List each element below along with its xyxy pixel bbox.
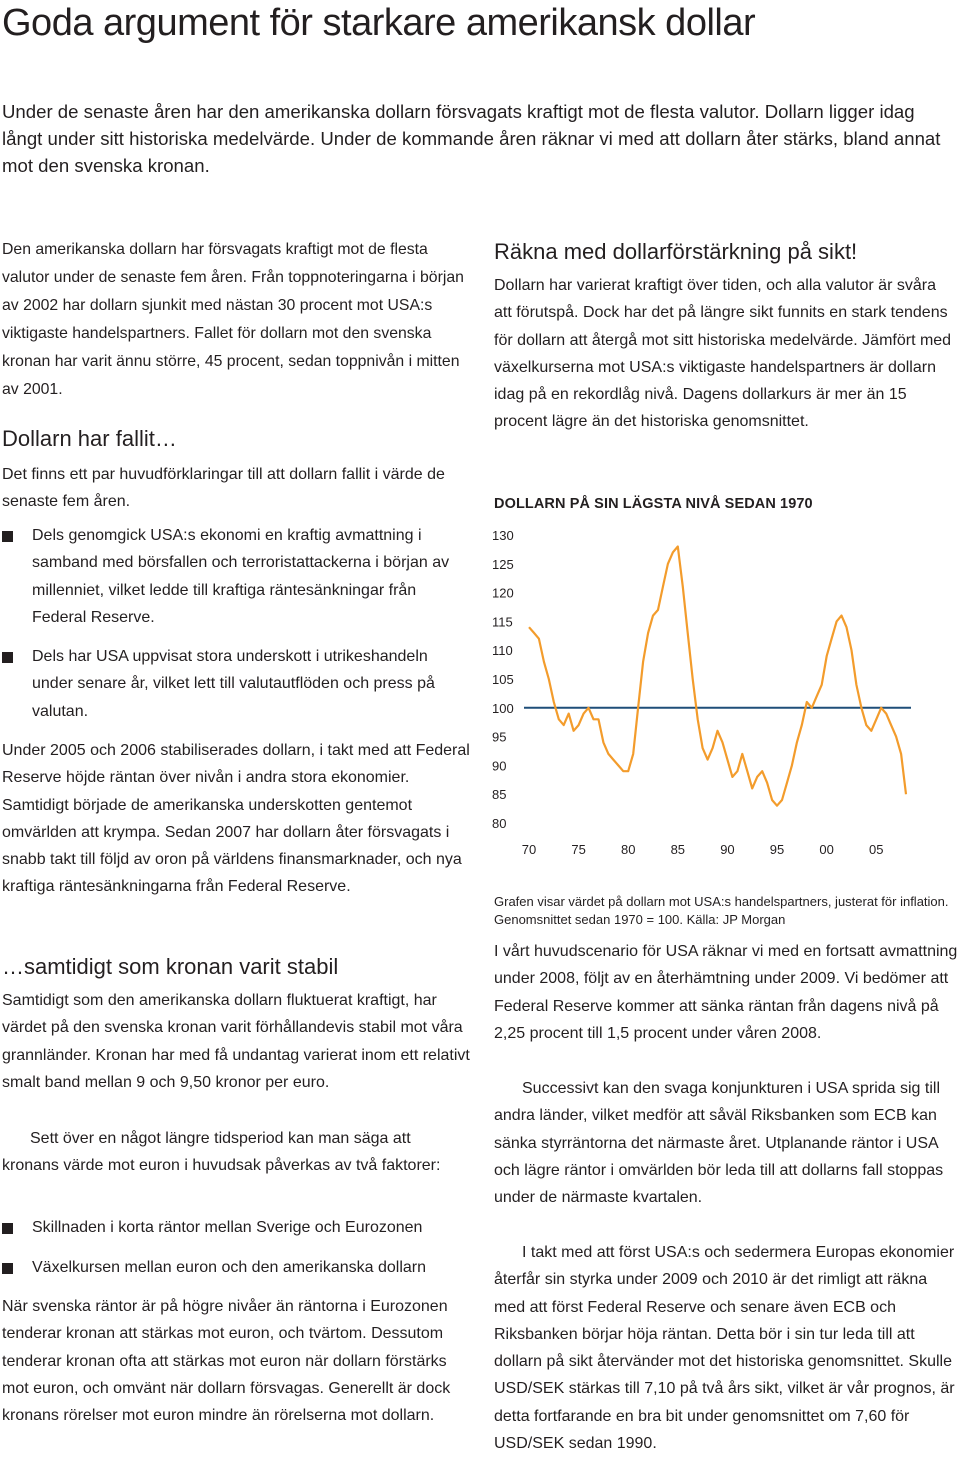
y-tick-label: 120: [492, 585, 514, 601]
dollar-index-chart: [484, 522, 954, 867]
bullet-square-icon: [2, 652, 13, 663]
y-tick-label: 125: [492, 556, 514, 572]
right-paragraph-4: I takt med att först USA:s och sedermera Europas ekonomier återfår sin styrka under 2009 och 2010 är det rimligt att räkna med att först Federal Reserve och senare även ECB och Riksbanken börjar höja räntan. Detta bör i sin tur leda till att dollarn på sikt återvänder mot det historiska genomsnittet. Skulle USD/SEK stärkas till 7,10 på två års sikt, vilket är vår prognos, är detta fortfarande en bra bit under genomsnittet om 7,60 för USD/SEK sedan 1990.: [494, 1244, 955, 1453]
y-tick-label: 100: [492, 700, 514, 716]
bullet-item-4: [2, 1254, 472, 1281]
x-tick-label: 75: [571, 842, 586, 857]
y-tick-label: 110: [492, 643, 513, 659]
x-tick-label: 70: [521, 842, 537, 857]
left-paragraph-2: Under 2005 och 2006 stabiliserades dollarn, i takt med att Federal Reserve höjde räntan över nivån i andra stora ekonomier. Samtidigt började de amerikanska underskotten gentemot omvärlden att krympa. Sedan 2007 har dollarn åter försvagats i snabb takt till följd av oron på världens finansmarknader, och nya kraftiga räntesänkningarna från Federal Reserve.: [2, 742, 470, 896]
x-tick-label: 85: [670, 842, 686, 857]
left-paragraph-3: Samtidigt som den amerikanska dollarn fluktuerat kraftigt, har värdet på den svenska kronan varit förhållandevis stabil mot våra grannländer. Kronan har med få undantag varierat inom ett relativt smalt band mellan 9 och 9,50 kronor per euro.: [2, 992, 470, 1091]
dollar-index-series-line: [529, 547, 906, 806]
y-tick-label: 85: [492, 787, 507, 803]
lead-paragraph: Under de senaste åren har den amerikanska dollarn försvagats kraftigt mot de flesta valutor. Dollarn ligger idag långt under sitt historiska medelvärde. Under de kommande åren räknar vi med att dollarn åter stärks, bland annat mot den svenska kronan.: [2, 101, 941, 177]
right-paragraph-1: Dollarn har varierat kraftigt över tiden, och alla valutor är svåra att förutspå. Dock har det på längre sikt funnits en stark tendens för dollarn att återgå mot sitt historiska medelvärde. Jämfört med växelkurserna mot USA:s viktigaste handelspartners är dollarn idag på en rekordlåg nivå. Dagens dollarkurs är mer än 15 procent lägre än det historiska genomsnittet.: [494, 277, 952, 431]
y-tick-label: 130: [492, 528, 514, 543]
bullet-item-3: [2, 1214, 472, 1241]
right-paragraph-3: Successivt kan den svaga konjunkturen i USA sprida sig till andra länder, vilket medför att såväl Riksbanken som ECB kan sänka styrräntorna det närmaste året. Utplanande räntor i USA och lägre räntor i omvärlden bör leda till att dollarns fall stoppas under de närmaste kvartalen.: [494, 1080, 944, 1207]
x-tick-label: 95: [769, 842, 785, 857]
y-tick-label: 115: [492, 614, 513, 630]
left-paragraph-5: När svenska räntor är på högre nivåer än räntorna i Eurozonen tenderar kronan att stärkas mot euron, och tvärtom. Dessutom tenderar kronan ofta att stärkas mot euron när dollarn förstärks mot euron, och omvänt när dollarn försvagas. Generellt är dock kronans rörelser mot euron mindre än rörelserna mot dollarn.: [2, 1298, 451, 1425]
y-tick-label: 95: [492, 729, 507, 745]
bullet-square-icon: [2, 1223, 13, 1234]
right-paragraph-2: I vårt huvudscenario för USA räknar vi med en fortsatt avmattning under 2008, följt av en återhämtning under 2009. Vi bedömer att Federal Reserve kommer att sänka räntan från dagens nivå på 2,25 procent till 1,5 procent under våren 2008.: [494, 943, 958, 1042]
x-tick-label: 90: [720, 842, 735, 857]
bullet-text-2: Dels har USA uppvisat stora underskott i utrikeshandeln under senare år, vilket lett till valutautflöden och press på valutan.: [32, 648, 435, 720]
heading-samtidigt-som-kronan: …samtidigt som kronan varit stabil: [2, 954, 339, 979]
bullet-item-1: [2, 522, 472, 631]
chart-caption: Grafen visar värdet på dollarn mot USA:s handelspartners, justerat för inflation. Genomsnittet sedan 1970 = 100. Källa: JP Morgan: [494, 894, 949, 927]
y-tick-label: 80: [492, 816, 507, 831]
x-tick-label: 80: [620, 842, 636, 857]
bullet-square-icon: [2, 531, 13, 542]
bullet-text-1: Dels genomgick USA:s ekonomi en kraftig avmattning i samband med börsfallen och terroristattackerna i början av millenniet, vilket ledde till kraftiga räntesänkningar från Federal Reserve.: [32, 527, 450, 626]
x-tick-label: 00: [819, 842, 834, 857]
y-tick-label: 105: [492, 672, 514, 687]
page-title: Goda argument för starkare amerikansk dollar: [2, 2, 756, 44]
left-paragraph-1: Det finns ett par huvudförklaringar till att dollarn fallit i värde de senaste fem åren.: [2, 466, 445, 511]
bullet-text-4: Växelkursen mellan euron och den amerikanska dollarn: [32, 1259, 426, 1276]
chart-title: DOLLARN PÅ SIN LÄGSTA NIVÅ SEDAN 1970: [494, 496, 813, 512]
bullet-square-icon: [2, 1263, 13, 1274]
left-paragraph-4: Sett över en något längre tidsperiod kan man säga att kronans värde mot euron i huvudsak påverkas av två faktorer:: [2, 1130, 441, 1175]
bullet-item-2: [2, 643, 472, 725]
y-tick-label: 90: [492, 758, 507, 774]
bullet-text-3: Skillnaden i korta räntor mellan Sverige och Eurozonen: [32, 1219, 423, 1236]
heading-dollarn-har-fallit: Dollarn har fallit…: [2, 426, 177, 451]
x-tick-label: 05: [869, 842, 884, 857]
left-intro-paragraph: Den amerikanska dollarn har försvagats kraftigt mot de flesta valutor under de senaste fem åren. Från toppnoteringarna i början av 2002 har dollarn sjunkit med nästan 30 procent mot USA:s viktigaste handelspartners. Fallet för dollarn mot den svenska kronan har varit ännu större, 45 procent, sedan toppnivån i mitten av 2001.: [2, 241, 464, 398]
heading-rakna-med-dollarforstarkning: Räkna med dollarförstärkning på sikt!: [494, 239, 858, 264]
